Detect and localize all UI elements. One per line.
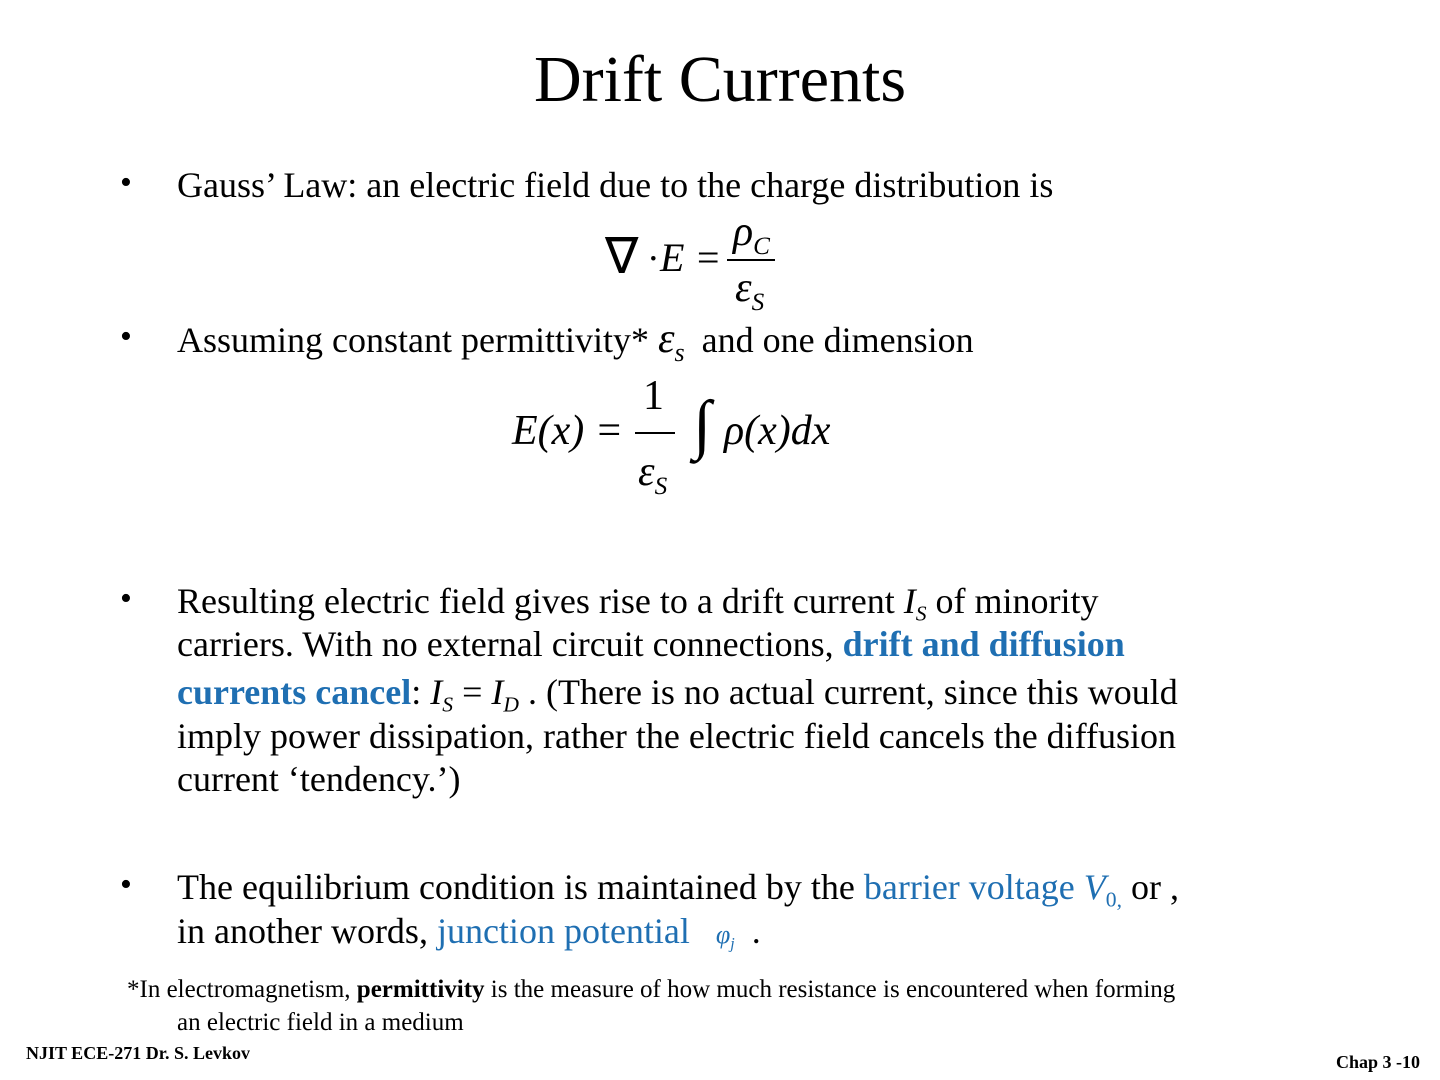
eq2-rhs: ρ(x)dx xyxy=(724,408,831,454)
footnote-line2: an electric field in a medium xyxy=(177,1009,464,1036)
dot-operator: · xyxy=(647,238,660,280)
bullet-marker: • xyxy=(120,164,132,201)
bullet3-line2: carriers. With no external circuit connections, drift and diffusion xyxy=(177,624,1125,664)
eq2-lhs: E(x) = xyxy=(512,408,624,454)
fraction-bar xyxy=(727,259,775,261)
bullet1-text: Gauss’ Law: an electric field due to the charge distribution is xyxy=(177,165,1054,205)
bullet4-line1: The equilibrium condition is maintained by the barrier voltage $V_{0,}$ or , xyxy=(177,867,1179,912)
bullet4-line2: in another words, junction potential $\varphi_j$ . xyxy=(177,911,761,953)
integral-sign: ∫ xyxy=(693,388,712,461)
eq2-numerator: 1 xyxy=(643,373,664,419)
eq1-denominator: $\varepsilon_S$ xyxy=(735,265,765,316)
footnote-line1: *In electromagnetism, permittivity is the measure of how much resistance is encountered when forming xyxy=(127,976,1176,1003)
slide-title: Drift Currents xyxy=(533,43,907,116)
bullet-marker: • xyxy=(120,866,132,903)
bullet3-line4: imply power dissipation, rather the electric field cancels the diffusion xyxy=(177,716,1177,756)
footer-course: NJIT ECE-271 Dr. S. Levkov xyxy=(26,1043,251,1063)
bullet3-line1: Resulting electric field gives rise to a drift current $I_S$ of minority xyxy=(177,581,1099,626)
bullet3-line3: currents cancel: $I_S = I_D$ . (There is no actual current, since this would xyxy=(177,672,1178,717)
eq1-numerator: $\rho_C$ xyxy=(733,209,770,260)
bullet-marker: • xyxy=(120,318,132,355)
bullet-marker: • xyxy=(120,580,132,617)
footer-page-number: Chap 3 -10 xyxy=(1335,1052,1420,1072)
fraction-bar xyxy=(635,432,675,434)
eq1-lhs: E = xyxy=(660,235,722,280)
nabla-symbol: ∇ xyxy=(605,228,639,284)
bullet2-text: Assuming constant permittivity* $\varepsilon_s$ and one dimension xyxy=(177,316,974,368)
eq2-denominator: $\varepsilon_S$ xyxy=(638,449,668,500)
bullet3-line5: current ‘tendency.’) xyxy=(177,759,461,799)
